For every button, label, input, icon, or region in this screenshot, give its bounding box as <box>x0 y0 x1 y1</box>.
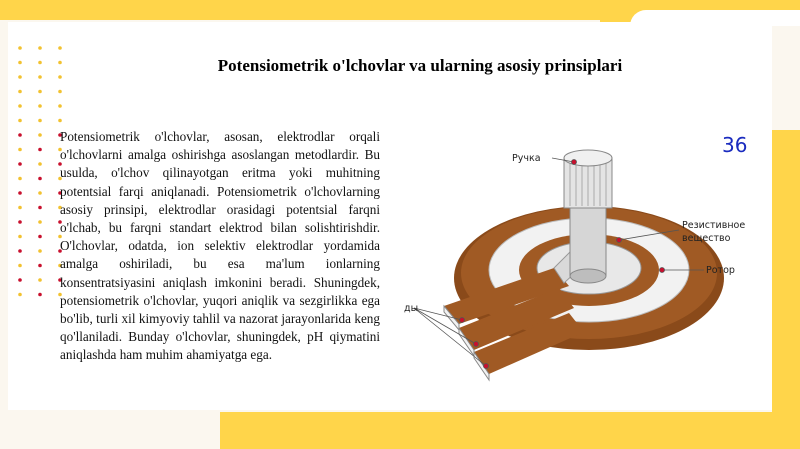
slide-body-text: Potensiometrik o'lchovlar, asosan, elektrodlar orqali o'lchovlarni amalga oshirishga asoslangan metodlardir. Bu usulda, o'lchov qilinayotgan eritma yoki muhitning potentsial farqi aniqlanadi. Potensiometrik o'lchovlarning asosiy prinsipi, elektrodlar orasidagi potentsial farqni o'lchab, bu farqni standart elektrod bilan solishtirishdir. O'lchovlar, odatda, ion selektiv elektrodlar yordamida amalga oshiriladi, bu esa ma'lum ionlarning konsentratsiyasini aniqlash imkonini beradi. Shuningdek, potensiometrik o'lchovlar, yuqori aniqlik va sezgirlikka ega bo'lib, turli xil kimyoviy tahlil va nazorat jarayonlarida keng qo'llaniladi. Bunday o'lchovlar, shuningdek, pH qiymatini aniqlashda ham muhim ahamiyatga ega. <box>60 129 380 363</box>
label-terminals: ды <box>404 303 419 314</box>
decorative-dot <box>38 177 42 181</box>
label-resistive-2: вещество <box>682 233 731 244</box>
decorative-dot <box>18 46 22 50</box>
decorative-dot <box>38 119 42 123</box>
decorative-dot <box>18 264 22 268</box>
potentiometer-illustration <box>404 118 748 404</box>
decorative-dot <box>18 61 22 65</box>
decorative-dot <box>18 148 22 152</box>
decorative-dot <box>18 119 22 123</box>
right-accent-band <box>772 130 800 430</box>
label-rotor: Ротор <box>706 265 735 276</box>
decorative-dot <box>18 235 22 239</box>
figure-number: 36 <box>722 133 748 157</box>
decorative-dot <box>18 220 22 224</box>
bottom-accent-band <box>220 412 800 449</box>
decorative-dot <box>58 119 62 123</box>
decorative-dot <box>38 206 42 210</box>
label-resistive-1: Резистивное <box>682 220 746 231</box>
decorative-dot <box>18 293 22 297</box>
decorative-dot <box>38 75 42 79</box>
decorative-dot <box>18 75 22 79</box>
decorative-dot <box>38 61 42 65</box>
decorative-dot <box>58 104 62 108</box>
decorative-dot <box>38 90 42 94</box>
decorative-dot <box>18 249 22 253</box>
decorative-dot <box>18 278 22 282</box>
decorative-dot <box>18 206 22 210</box>
decorative-dot <box>38 264 42 268</box>
decorative-dot <box>38 148 42 152</box>
decorative-dot <box>18 90 22 94</box>
top-accent-band <box>0 0 600 20</box>
decorative-dot <box>38 162 42 166</box>
label-handle: Ручка <box>512 153 541 164</box>
decorative-dot <box>18 177 22 181</box>
slide-title: Potensiometrik o'lchovlar va ularning asosiy prinsiplari <box>217 56 623 75</box>
decorative-dot <box>38 104 42 108</box>
decorative-dot <box>58 46 62 50</box>
decorative-dot <box>18 191 22 195</box>
decorative-dot <box>18 104 22 108</box>
decorative-dot <box>58 61 62 65</box>
decorative-dot <box>58 75 62 79</box>
decorative-dot <box>18 133 22 137</box>
decorative-dot <box>38 278 42 282</box>
decorative-dot <box>38 249 42 253</box>
decorative-dot <box>38 235 42 239</box>
decorative-dot <box>38 293 42 297</box>
shaft <box>564 150 612 283</box>
decorative-dot <box>38 220 42 224</box>
decorative-dot <box>38 191 42 195</box>
decorative-dot <box>18 162 22 166</box>
decorative-dot <box>58 90 62 94</box>
potentiometer-figure <box>404 118 748 404</box>
decorative-dot <box>38 133 42 137</box>
decorative-dot <box>38 46 42 50</box>
